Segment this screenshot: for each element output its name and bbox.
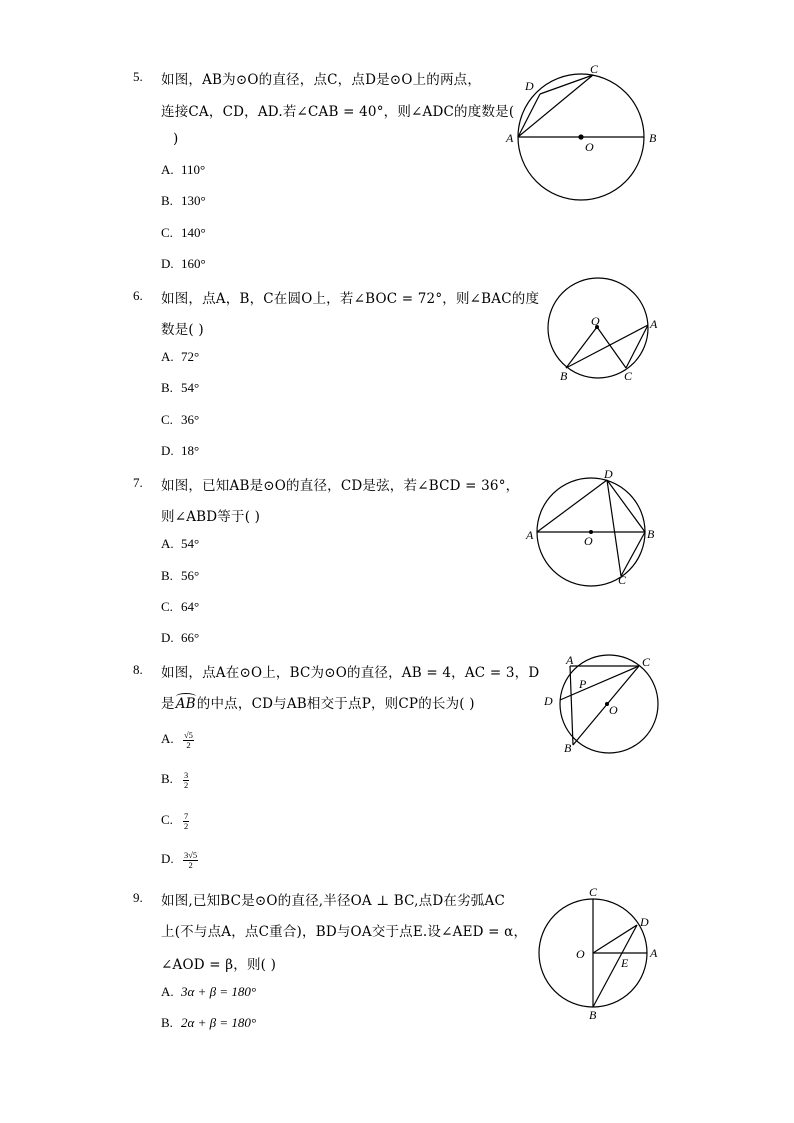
radius-oc [597,327,626,368]
option-label: A. [161,984,174,999]
label-c: C [590,62,599,76]
option-text: 66° [181,630,200,645]
label-e: E [621,956,629,970]
question-text-line: 数是( ) [161,322,204,338]
numerator: 7 [184,811,189,821]
denominator: 2 [184,821,189,831]
option-text: 54° [181,380,200,395]
option-a[interactable] [161,984,256,1000]
option-label: B. [161,1015,173,1030]
label-a: A [650,317,658,331]
option-label: A. [161,349,174,364]
option-label: B. [161,193,173,208]
option-label: A. [161,162,174,177]
question-text-line: 则∠ABD等于( ) [161,509,261,525]
chord-cd [560,666,639,700]
option-c[interactable] [161,812,189,831]
question-number: 5. [133,69,143,84]
option-b[interactable] [161,568,199,584]
option-a[interactable] [161,162,205,178]
option-text: 3α + β = 180° [181,984,257,999]
question-text-line: 上(不与点A，点C重合)，BD与OA交于点E.设∠AED = α， [161,924,528,940]
numerator: √5 [184,730,193,740]
option-d[interactable] [161,630,199,646]
numerator: 3√5 [184,850,198,860]
label-p: P [579,677,587,691]
q8-figure [540,650,670,760]
option-label: A. [161,731,174,747]
option-text: 18° [181,443,200,458]
option-b[interactable] [161,1015,256,1031]
option-text: 130° [181,193,206,208]
option-a[interactable] [161,536,199,552]
question-text-line: 如图,已知BC是⊙O的直径,半径OA ⊥ BC,点D在劣弧AC [161,893,505,909]
option-label: D. [161,851,174,867]
radius-ob [566,327,597,368]
option-text: 64° [181,599,200,614]
option-label: A. [161,536,174,551]
question-text-line: 如图，点A，B，C在圆O上，若∠BOC = 72°，则∠BAC的度 [161,291,540,307]
option-d[interactable] [161,443,199,459]
question-text-line: 如图，已知AB是⊙O的直径，CD是弦，若∠BCD = 36°， [161,478,520,494]
fraction [183,731,194,750]
fraction [183,771,189,790]
question-text-line: ∠AOD = β，则( ) [161,957,277,973]
option-c[interactable] [161,599,199,615]
option-label: D. [161,443,174,458]
question-number: 8. [133,662,143,677]
radius-od [593,925,637,953]
chord-ad [537,480,607,532]
label-o: O [576,947,585,961]
chord-bc [621,532,645,576]
option-c[interactable] [161,412,199,428]
label-a: A [526,528,534,542]
fraction [183,812,189,831]
label-d: D [640,915,649,929]
option-text: 54° [181,536,200,551]
q7-figure [520,465,670,595]
option-b[interactable] [161,193,206,209]
option-a[interactable] [161,349,199,365]
label-c: C [624,369,633,383]
chord-ab [570,666,573,745]
arc-ab [175,696,197,712]
label-d: D [604,467,613,481]
label-a: A [650,946,658,960]
option-c[interactable] [161,225,206,241]
label-o: O [591,314,600,328]
option-text: 110° [181,162,206,177]
option-text: 56° [181,568,200,583]
label-o: O [609,703,618,717]
option-text: 140° [181,225,206,240]
label-o: O [585,140,594,154]
option-label: B. [161,380,173,395]
label-b: B [647,527,655,541]
option-label: C. [161,412,173,427]
question-number: 9. [133,890,143,905]
option-text: 72° [181,349,200,364]
text-segment: 的中点，CD与AB相交于点P，则CP的长为( ) [196,696,475,712]
option-d[interactable] [161,851,198,870]
label-a: A [506,131,514,145]
arc-label: AB [175,696,196,712]
chord-cd [607,480,621,576]
chord-cd [540,75,593,94]
question-text-line [161,692,475,712]
label-b: B [564,741,572,755]
chord-bd [607,480,645,532]
option-label: C. [161,812,173,828]
question-text-line: 如图，点A在⊙O上，BC为⊙O的直径，AB = 4，AC = 3，D [161,665,540,681]
label-o: O [584,534,593,548]
label-a: A [566,653,574,667]
option-text: 36° [181,412,200,427]
option-label: C. [161,225,173,240]
chord-bd [593,925,637,1007]
q6-figure [540,270,670,390]
option-b[interactable] [161,380,199,396]
label-b: B [560,369,568,383]
option-a[interactable] [161,731,194,750]
denominator: 2 [188,860,193,870]
question-text-line: ) [173,131,179,147]
question-number: 6. [133,288,143,303]
option-label: C. [161,599,173,614]
numerator: 3 [184,770,189,780]
label-c: C [589,885,598,899]
option-text: 160° [181,256,206,271]
question-number: 7. [133,475,143,490]
fraction [183,851,198,870]
denominator: 2 [184,780,189,790]
option-b[interactable] [161,771,189,790]
option-label: D. [161,256,174,271]
option-label: B. [161,771,173,787]
center-point [578,134,583,139]
label-d: D [544,694,553,708]
denominator: 2 [186,740,191,750]
option-label: D. [161,630,174,645]
label-c: C [642,655,651,669]
question-text-line: 如图，AB为⊙O的直径，点C，点D是⊙O上的两点， [161,72,482,88]
option-d[interactable] [161,256,206,272]
text-segment: 是 [161,696,175,712]
option-text: 2α + β = 180° [181,1015,257,1030]
label-b: B [589,1008,597,1022]
question-text-line: 连接CA，CD，AD.若∠CAB = 40°，则∠ADC的度数是( [161,104,515,120]
q5-figure [500,60,670,210]
label-c: C [618,573,627,587]
label-d: D [525,79,534,93]
label-b: B [649,131,657,145]
q9-figure [530,880,670,1025]
option-label: B. [161,568,173,583]
